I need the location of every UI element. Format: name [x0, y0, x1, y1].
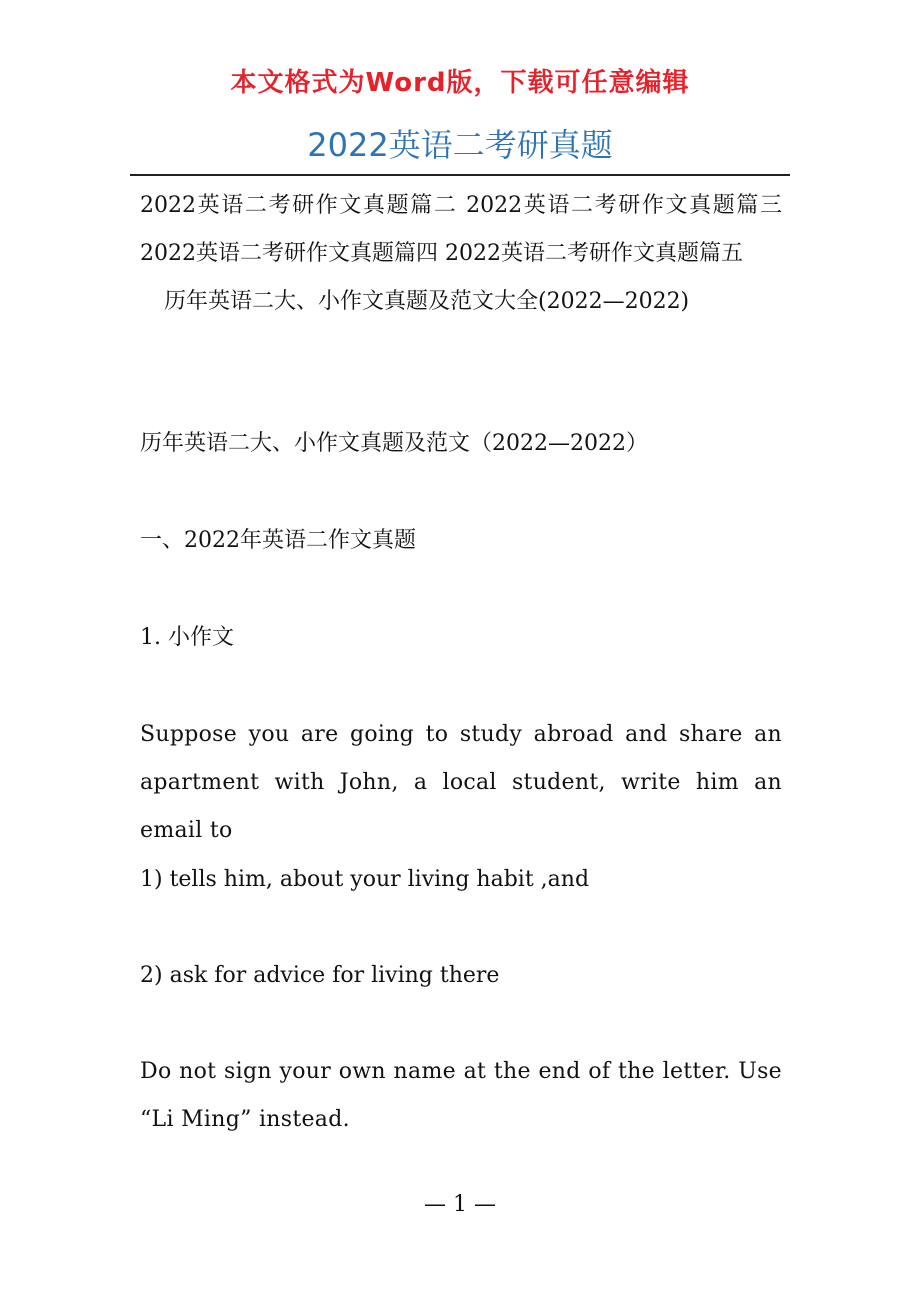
- title-divider: [130, 174, 790, 176]
- subtitle-paragraph: 历年英语二大、小作文真题及范文大全(2022—2022): [164, 289, 690, 314]
- item-1-heading: 1. 小作文: [140, 625, 234, 650]
- instruction-note: Do not sign your own name at the end of the letter. Use “Li Ming” instead.: [140, 1059, 782, 1132]
- document-title: 2022英语二考研真题: [307, 126, 613, 164]
- section-heading: 历年英语二大、小作文真题及范文（2022—2022）: [140, 431, 648, 456]
- page-number: — 1 —: [424, 1192, 496, 1217]
- requirement-1: 1) tells him, about your living habit ,and: [140, 867, 590, 892]
- intro-block: [140, 182, 782, 326]
- section-1-heading: 一、2022年英语二作文真题: [140, 528, 416, 553]
- prompt-paragraph: Suppose you are going to study abroad and share an apartment with John, a local student, write him an email to: [140, 722, 782, 843]
- requirement-2: 2) ask for advice for living there: [140, 963, 500, 988]
- format-banner: 本文格式为Word版，下载可任意编辑: [230, 68, 690, 98]
- intro-paragraph: 2022英语二考研作文真题篇二 2022英语二考研作文真题篇三 2022英语二考研作文真题篇四 2022英语二考研作文真题篇五: [140, 193, 782, 266]
